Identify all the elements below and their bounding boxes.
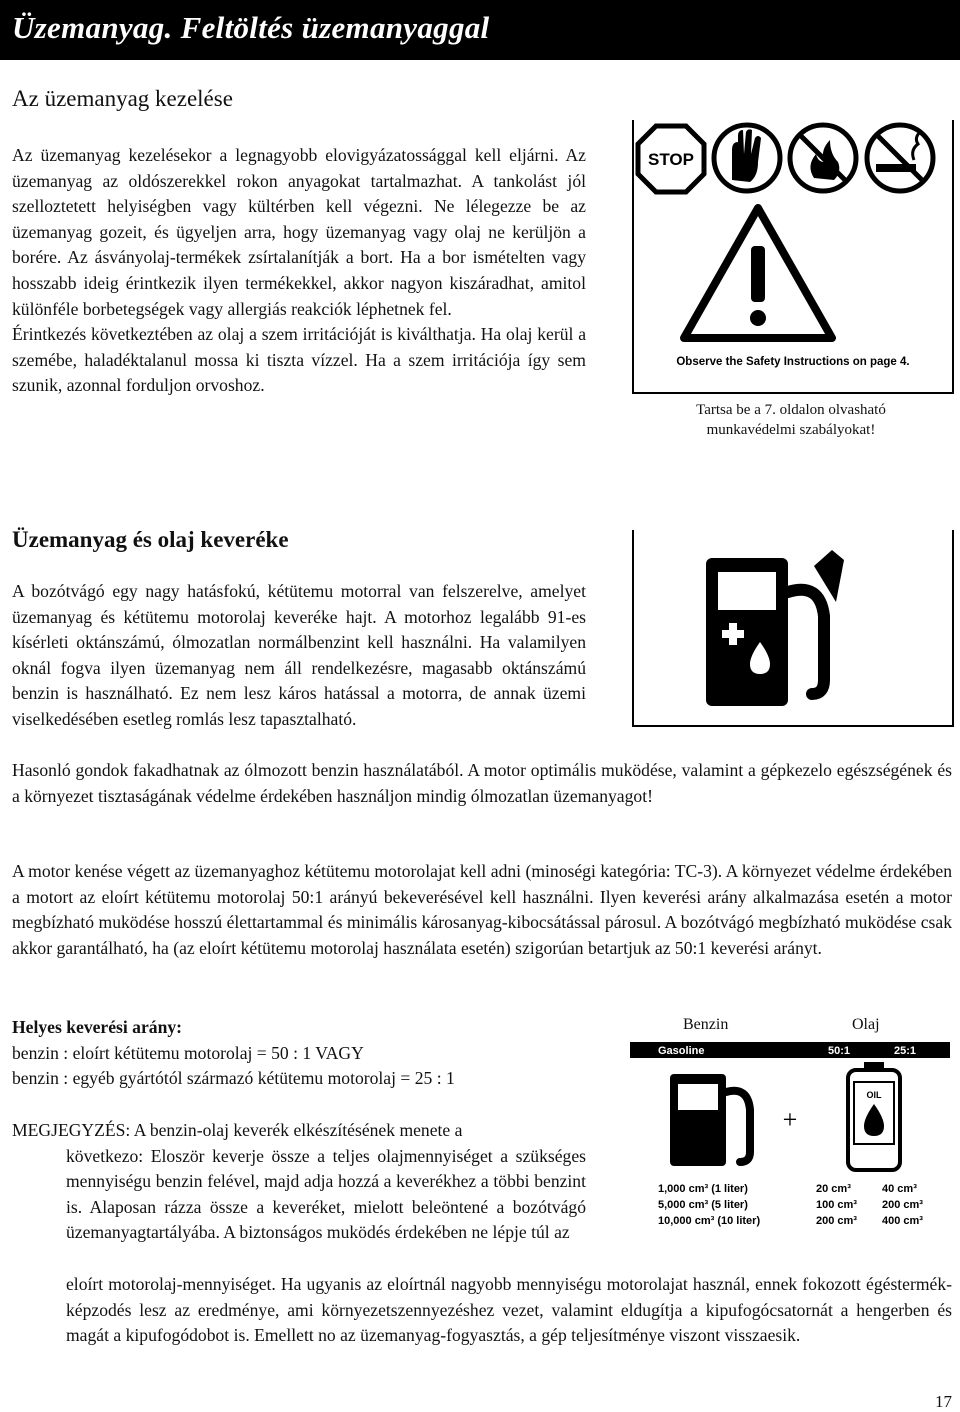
fuel-pump-icon (634, 530, 952, 725)
table-header-25: 25:1 (894, 1045, 917, 1057)
page-number: 17 (935, 1392, 952, 1411)
fuel-handling-text (12, 143, 586, 399)
leaded-fuel-paragraph: Hasonló gondok fakadhatnak az ólmozott benzin használatából. A motor optimális muködése, valamint a gépkezelo egészségének és a környezet tisztaságának védelme érdekében használjon mindig ólmozatlan üzemanyagot! (12, 760, 952, 806)
stop-sign-text: STOP (648, 150, 694, 169)
mixing-ratio-label: Helyes keverési arány: (12, 1017, 183, 1037)
safety-symbols-illustration (634, 120, 952, 392)
page-header-banner (0, 0, 960, 60)
table-header-50: 50:1 (828, 1045, 851, 1057)
eye-irritation-paragraph: Érintkezés következtében az olaj a szem irritációját is kiválthatja. Ha olaj kerül a szemébe, haladéktalanul mossa ki tiszta vízzel. Ha a szem irritációja így sem szunik, azonnal forduljon orvoshoz. (12, 324, 586, 396)
oil-can-text: OIL (866, 1090, 882, 1100)
section-heading-fuel-oil-mixture: Üzemanyag és olaj keveréke (12, 527, 289, 552)
lubrication-text (12, 859, 952, 961)
table-header-gasoline: Gasoline (658, 1045, 705, 1057)
mixture-ratio-table-illustration (628, 1040, 952, 1230)
row3-gas: 10,000 cm³ (10 liter) (658, 1215, 761, 1227)
note-block (12, 1118, 586, 1246)
note-wide: eloírt motorolaj-mennyiséget. Ha ugyanis az eloírtnál nagyobb mennyiségu motorolajat használ, ennek fokozott égéstermék-képzodés lesz az eredménye, ami környezetszennyezéshez vezet, valamint eldugítja a kipufogócsatornát a hengerben és magát a kipufogódobot is. Emellett no az üzemanyag-fogyasztás, a gép teljesítménye viszont visszaesik. (66, 1274, 952, 1346)
section-heading-fuel-handling: Az üzemanyag kezelése (12, 86, 233, 111)
fuel-oil-mixture-paragraph: A bozótvágó egy nagy hatásfokú, kétütemu motorral van felszerelve, amelyet üzemanyag és kétütemu motorolaj keveréke hajt. A motorhoz legalább 91-es kísérleti oktánszámú, ólmozatlan normálbenzint kell használni. Ha valamilyen oknál fogva ilyen üzemanyag nem áll rendelkezésre, magasabb oktánszámú benzin is használható. Ez nem lesz káros hatással a motorra, de annak üzemi viselkedésében esetleg romlás lesz tapasztalható. (12, 581, 586, 729)
row2-25: 200 cm³ (882, 1199, 923, 1211)
fuel-handling-paragraph: Az üzemanyag kezelésekor a legnagyobb elovigyázatossággal kell eljárni. Az üzemanyag az oldószerekkel rokon anyagokat tartalmazhat. A tankolást jól szelloztetett helyiségben vagy kültérben kell végezni. Ne lélegezze be az üzemanyag gozeit, és ügyeljen arra, hogy üzemanyag vagy olaj ne kerüljön a borére. Az ásványolaj-termékek zsírtalanítják a bort. Ha a bor ismételten vagy hosszabb ideig érintkezik ilyen termékekkel, akkor nagyon kiszáradhat, amitol különféle borbetegségek vagy allergiás reakciók léphetnek fel. (12, 145, 586, 319)
safety-caption-line1: Tartsa be a 7. oldalon olvasható (696, 402, 886, 418)
gas-pump-icon (670, 1074, 750, 1166)
safety-caption (632, 400, 950, 440)
fuel-oil-mixture-text (12, 579, 586, 733)
row1-50: 20 cm³ (816, 1183, 851, 1195)
note-lead: MEGJEGYZÉS: A benzin-olaj keverék elkészítésének menete a (12, 1120, 463, 1140)
lubrication-paragraph: A motor kenése végett az üzemanyaghoz kétütemu motorolajat kell adni (minoségi kategória: TC-3). A környezet védelme érdekében a motort az eloírt kétütemu motorolaj 50:1 arányú bekeverésével kell használni. Ilyen keverési arány alkalmazása esetén a motor megbízható muködése hosszú élettartammal és minimális károsanyag-kibocsátással párosul. A bozótvágó megbízható muködése csak akkor garantálható, ha (az eloírt kétütemu motorolaj használata esetén) szigorúan betartjuk az 50:1 keverési arányt. (12, 861, 952, 958)
fuel-pump-box (632, 530, 954, 727)
plus-sign: + (782, 1105, 798, 1134)
row3-50: 200 cm³ (816, 1215, 857, 1227)
label-olaj: Olaj (852, 1016, 880, 1033)
row1-gas: 1,000 cm³ (1 liter) (658, 1183, 748, 1195)
mixing-ratio-block (12, 1015, 612, 1092)
note-continuation (66, 1272, 952, 1349)
oil-can-icon (848, 1062, 900, 1170)
mixing-ratio-line1: benzin : eloírt kétütemu motorolaj = 50 : 1 VAGY (12, 1042, 364, 1063)
no-smoking-icon (867, 125, 933, 191)
row1-25: 40 cm³ (882, 1183, 917, 1195)
page-title: Üzemanyag. Feltöltés üzemanyaggal (12, 10, 490, 45)
row2-50: 100 cm³ (816, 1199, 857, 1211)
safety-image-text: Observe the Safety Instructions on page 4. (676, 356, 910, 368)
stop-sign-icon (638, 126, 704, 192)
warning-triangle-icon (684, 208, 832, 338)
safety-caption-line2: munkavédelmi szabályokat! (706, 422, 876, 438)
mixing-ratio-line2: benzin : egyéb gyártótól származó kétütemu motorolaj = 25 : 1 (12, 1068, 455, 1089)
leaded-fuel-text (12, 758, 952, 809)
row2-gas: 5,000 cm³ (5 liter) (658, 1199, 748, 1211)
safety-symbols-box (632, 120, 954, 394)
label-benzin: Benzin (683, 1016, 729, 1033)
note-rest: következo: Eloször keverje össze a teljes olajmennyiséget a szükséges mennyiségu benzin felével, majd adja hozzá a keverékhez a többi benzint is. Alaposan rázza össze a keveréket, mielott beleöntené a bozótvágó üzemanyagtartályába. A biztonságos muködés érdekében ne lépje túl az (66, 1145, 586, 1243)
row3-25: 400 cm³ (882, 1215, 923, 1227)
no-fire-icon (790, 125, 856, 191)
gloves-icon (714, 125, 780, 191)
